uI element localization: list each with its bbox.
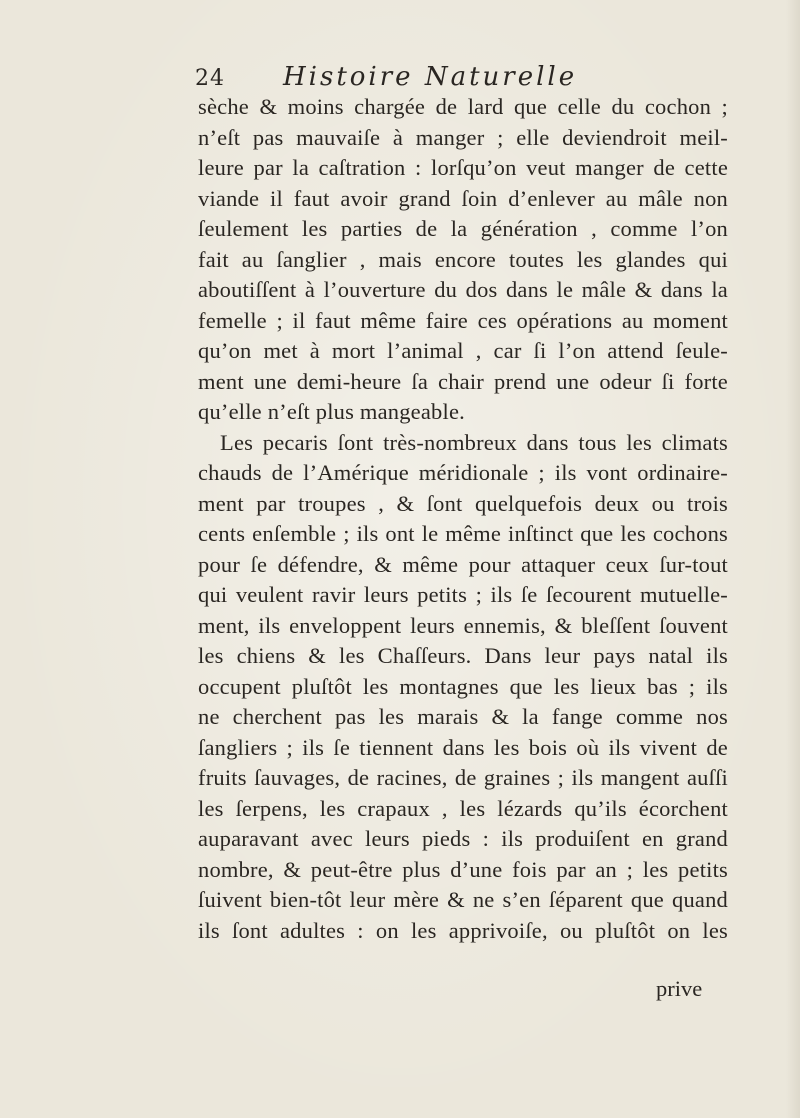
text-line: qu’on met à mort l’animal , car ſi l’on attend ſeule-	[198, 338, 728, 363]
text-line: ment une demi-heure ſa chair prend une odeur ſi forte	[198, 368, 728, 394]
text-line: sèche & moins chargée de lard que celle du cochon ;	[198, 94, 728, 119]
page-header	[195, 62, 650, 96]
text-line: fait au ſanglier , mais encore toutes les glandes qui	[198, 246, 728, 272]
text-line: ment par troupes , & ſont quelquefois deux ou trois	[198, 490, 728, 516]
text-line: leure par la caſtration : lorſqu’on veut manger de cette	[198, 155, 728, 180]
text-line: chauds de l’Amérique méridionale ; ils vont ordinaire-	[198, 460, 728, 485]
page-number: 24	[195, 66, 225, 91]
text-line: ils ſont adultes : on les apprivoiſe, ou pluſtôt on les	[198, 917, 728, 943]
text-line: les chiens & les Chaſſeurs. Dans leur pays natal ils	[198, 643, 728, 668]
text-line: nombre, & peut-être plus d’une fois par an ; les petits	[198, 856, 728, 882]
running-title: Histoire Naturelle	[283, 62, 578, 92]
text-line: viande il faut avoir grand ſoin d’enlever au mâle non	[198, 185, 728, 211]
text-line: n’eſt pas mauvaiſe à manger ; elle deviendroit meil-	[198, 124, 728, 150]
page-edge-shadow	[786, 0, 800, 1118]
text-line: pour ſe défendre, & même pour attaquer ceux ſur-tout	[198, 551, 728, 577]
text-line: auparavant avec leurs pieds : ils produiſent en grand	[198, 826, 728, 851]
text-line: ne cherchent pas les marais & la fange comme nos	[198, 704, 728, 729]
text-line: occupent pluſtôt les montagnes que les lieux bas ; ils	[198, 673, 728, 699]
text-line: femelle ; il faut même faire ces opérations au moment	[198, 307, 728, 333]
text-line: cents enſemble ; ils ont le même inſtinct que les cochons	[198, 521, 728, 546]
body-text	[198, 92, 728, 946]
text-line: qu’elle n’eſt plus mangeable.	[198, 399, 465, 424]
text-line: les ſerpens, les crapaux , les lézards qu’ils écorchent	[198, 795, 728, 821]
text-line: ſangliers ; ils ſe tiennent dans les bois où ils vivent de	[198, 734, 728, 760]
text-line: qui veulent ravir leurs petits ; ils ſe ſecourent mutuelle-	[198, 582, 728, 607]
catchword: prive	[656, 976, 703, 1001]
text-line: fruits ſauvages, de racines, de graines ; ils mangent auſſi	[198, 765, 728, 790]
text-line: ment, ils enveloppent leurs ennemis, & bleſſent ſouvent	[198, 612, 728, 638]
text-line: ſuivent bien-tôt leur mère & ne s’en ſéparent que quand	[198, 887, 728, 912]
text-line: aboutiſſent à l’ouverture du dos dans le mâle & dans la	[198, 277, 728, 302]
text-line: ſeulement les parties de la génération , comme l’on	[198, 216, 728, 241]
paragraph-start-line: Les pecaris ſont très-nombreux dans tous les climats	[220, 429, 728, 455]
